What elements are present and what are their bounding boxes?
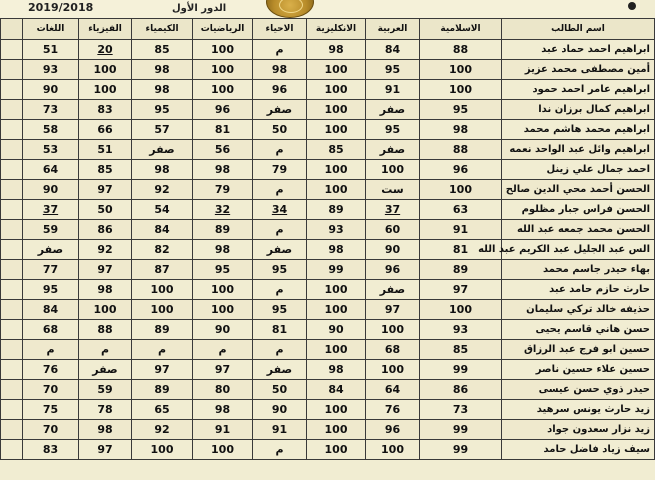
table-row	[1, 340, 655, 360]
grade-cell-math: 97	[193, 360, 253, 380]
grade-cell-math: 100	[193, 60, 253, 80]
grade-cell-biology: 98	[253, 60, 307, 80]
student-name-cell: سيف زياد فاضل حامد	[502, 440, 655, 460]
student-name-cell: حارث حازم حامد عبد	[502, 280, 655, 300]
table-cell-extra	[1, 220, 23, 240]
table-row	[1, 380, 655, 400]
grade-cell-physics: 100	[79, 60, 132, 80]
student-name-cell: حسن هاني قاسم يحيى	[502, 320, 655, 340]
table-row	[1, 240, 655, 260]
grade-cell-languages: م	[23, 340, 79, 360]
grade-cell-math: 81	[193, 120, 253, 140]
grade-cell-biology: 34	[253, 200, 307, 220]
grade-cell-languages: 51	[23, 40, 79, 60]
grade-cell-biology: م	[253, 340, 307, 360]
grade-cell-physics: 100	[79, 300, 132, 320]
grade-cell-biology: 90	[253, 400, 307, 420]
grade-cell-physics: 98	[79, 280, 132, 300]
table-row	[1, 260, 655, 280]
grade-cell-chemistry: 54	[132, 200, 193, 220]
grade-cell-arabic: 37	[366, 200, 420, 220]
grade-cell-chemistry: 97	[132, 360, 193, 380]
grade-cell-languages: 58	[23, 120, 79, 140]
grade-cell-chemistry: 89	[132, 380, 193, 400]
grade-cell-islamic: 99	[420, 360, 502, 380]
grade-cell-biology: صفر	[253, 240, 307, 260]
grade-cell-islamic: 85	[420, 340, 502, 360]
table-cell-extra	[1, 340, 23, 360]
grade-cell-chemistry: 98	[132, 60, 193, 80]
grade-cell-biology: م	[253, 140, 307, 160]
student-name-cell: حسين ابو فرج عبد الرزاق	[502, 340, 655, 360]
grade-cell-physics: 97	[79, 180, 132, 200]
grade-cell-physics: 100	[79, 80, 132, 100]
grade-cell-biology: صفر	[253, 360, 307, 380]
column-header-physics: الفيزياء	[79, 19, 132, 40]
grade-cell-arabic: 100	[366, 360, 420, 380]
grade-cell-math: 98	[193, 240, 253, 260]
student-name-cell: زيد حارث يونس سرهيد	[502, 400, 655, 420]
grade-cell-math: 32	[193, 200, 253, 220]
grade-cell-physics: 98	[79, 420, 132, 440]
table-row	[1, 100, 655, 120]
grade-cell-islamic: 91	[420, 220, 502, 240]
grade-cell-math: 56	[193, 140, 253, 160]
column-header-english: الانكليزية	[307, 19, 366, 40]
grade-cell-biology: م	[253, 40, 307, 60]
grade-cell-english: 89	[307, 200, 366, 220]
grade-cell-english: 100	[307, 60, 366, 80]
grade-cell-physics: 92	[79, 240, 132, 260]
grade-cell-biology: 81	[253, 320, 307, 340]
grade-cell-biology: م	[253, 220, 307, 240]
column-header-languages: اللغات	[23, 19, 79, 40]
grade-cell-math: 79	[193, 180, 253, 200]
grade-cell-english: 100	[307, 80, 366, 100]
grade-cell-arabic: 100	[366, 440, 420, 460]
grade-cell-english: 100	[307, 440, 366, 460]
grade-cell-islamic: 100	[420, 60, 502, 80]
grade-cell-chemistry: 89	[132, 320, 193, 340]
grade-cell-biology: 79	[253, 160, 307, 180]
grade-cell-biology: م	[253, 180, 307, 200]
student-name-cell: الحسن محمد جمعه عبد الله	[502, 220, 655, 240]
grade-cell-biology: م	[253, 440, 307, 460]
grade-cell-islamic: 81	[420, 240, 502, 260]
table-row	[1, 300, 655, 320]
student-name-cell: حسين علاء حسين ناصر	[502, 360, 655, 380]
table-cell-extra	[1, 420, 23, 440]
grade-cell-arabic: 60	[366, 220, 420, 240]
grades-table-body	[1, 40, 655, 460]
grade-cell-languages: 70	[23, 380, 79, 400]
grade-cell-arabic: 96	[366, 420, 420, 440]
grade-cell-languages: 90	[23, 180, 79, 200]
table-row	[1, 120, 655, 140]
grade-cell-math: 100	[193, 40, 253, 60]
grade-cell-math: 96	[193, 100, 253, 120]
grade-cell-languages: 95	[23, 280, 79, 300]
table-row	[1, 180, 655, 200]
table-cell-extra	[1, 400, 23, 420]
grade-cell-languages: 70	[23, 420, 79, 440]
grade-cell-physics: 59	[79, 380, 132, 400]
student-name-cell: ابراهيم محمد هاشم محمد	[502, 120, 655, 140]
grade-cell-arabic: 64	[366, 380, 420, 400]
table-row	[1, 80, 655, 100]
grade-cell-languages: 68	[23, 320, 79, 340]
table-row	[1, 140, 655, 160]
table-cell-extra	[1, 320, 23, 340]
table-row	[1, 440, 655, 460]
student-name-cell: أمين مصطفى محمد عزيز	[502, 60, 655, 80]
grade-cell-arabic: 100	[366, 160, 420, 180]
table-cell-extra	[1, 200, 23, 220]
grade-cell-arabic: 95	[366, 60, 420, 80]
grade-cell-english: 85	[307, 140, 366, 160]
grade-cell-islamic: 88	[420, 140, 502, 160]
table-cell-extra	[1, 280, 23, 300]
grade-cell-languages: 83	[23, 440, 79, 460]
grade-cell-chemistry: 85	[132, 40, 193, 60]
grade-cell-english: 98	[307, 240, 366, 260]
table-row	[1, 220, 655, 240]
column-header-extra	[1, 19, 23, 40]
grade-cell-arabic: 95	[366, 120, 420, 140]
grade-cell-languages: 76	[23, 360, 79, 380]
grade-cell-physics: 51	[79, 140, 132, 160]
table-cell-extra	[1, 160, 23, 180]
grade-cell-arabic: 68	[366, 340, 420, 360]
grade-cell-islamic: 86	[420, 380, 502, 400]
table-cell-extra	[1, 300, 23, 320]
grade-cell-english: 100	[307, 400, 366, 420]
grade-cell-math: 91	[193, 420, 253, 440]
academic-year: 2019/2018	[28, 1, 94, 14]
table-cell-extra	[1, 440, 23, 460]
grade-cell-languages: 64	[23, 160, 79, 180]
table-cell-extra	[1, 80, 23, 100]
column-header-islamic: الاسلامية	[420, 19, 502, 40]
grade-cell-islamic: 99	[420, 440, 502, 460]
grade-cell-chemistry: 92	[132, 420, 193, 440]
grade-cell-english: 98	[307, 40, 366, 60]
grade-cell-arabic: صفر	[366, 280, 420, 300]
grade-cell-islamic: 100	[420, 300, 502, 320]
grade-cell-english: 84	[307, 380, 366, 400]
grade-cell-islamic: 98	[420, 120, 502, 140]
student-name-cell: حذيفه خالد تركي سليمان	[502, 300, 655, 320]
grade-cell-math: 98	[193, 160, 253, 180]
grade-cell-languages: 53	[23, 140, 79, 160]
grade-cell-islamic: 63	[420, 200, 502, 220]
grade-cell-biology: 95	[253, 300, 307, 320]
grade-cell-chemistry: 82	[132, 240, 193, 260]
corner-mark	[628, 2, 636, 10]
grade-cell-biology: 91	[253, 420, 307, 440]
grade-cell-islamic: 100	[420, 80, 502, 100]
table-row	[1, 360, 655, 380]
grade-cell-english: 100	[307, 180, 366, 200]
grade-cell-english: 100	[307, 340, 366, 360]
grade-cell-physics: 97	[79, 440, 132, 460]
table-row	[1, 400, 655, 420]
grades-table	[0, 18, 655, 460]
table-cell-extra	[1, 180, 23, 200]
column-header-arabic: العربية	[366, 19, 420, 40]
grade-cell-arabic: 91	[366, 80, 420, 100]
grade-cell-physics: 83	[79, 100, 132, 120]
table-header-row	[1, 19, 655, 40]
grade-cell-physics: م	[79, 340, 132, 360]
grade-cell-arabic: 84	[366, 40, 420, 60]
ministry-seal-icon	[266, 0, 314, 18]
grade-cell-math: 100	[193, 80, 253, 100]
grade-cell-math: م	[193, 340, 253, 360]
grade-cell-physics: 97	[79, 260, 132, 280]
grade-cell-math: 100	[193, 300, 253, 320]
grade-cell-physics: 50	[79, 200, 132, 220]
grade-cell-english: 90	[307, 320, 366, 340]
grade-cell-english: 100	[307, 160, 366, 180]
grade-cell-english: 100	[307, 280, 366, 300]
grade-cell-chemistry: 100	[132, 300, 193, 320]
grade-cell-islamic: 88	[420, 40, 502, 60]
grade-cell-arabic: 90	[366, 240, 420, 260]
grade-cell-languages: 90	[23, 80, 79, 100]
column-header-student-name: اسم الطالب	[502, 19, 655, 40]
grade-cell-math: 95	[193, 260, 253, 280]
student-name-cell: الحسن فراس جبار مظلوم	[502, 200, 655, 220]
grade-cell-languages: 84	[23, 300, 79, 320]
exam-round-label: الدور الأول	[172, 3, 227, 14]
grade-cell-biology: 95	[253, 260, 307, 280]
grade-cell-arabic: صفر	[366, 140, 420, 160]
grade-cell-islamic: 97	[420, 280, 502, 300]
grade-cell-math: 80	[193, 380, 253, 400]
grade-cell-languages: 37	[23, 200, 79, 220]
grade-cell-arabic: ست	[366, 180, 420, 200]
student-name-cell: ابراهيم كمال برزان ندا	[502, 100, 655, 120]
student-name-cell: ابراهيم عامر احمد حمود	[502, 80, 655, 100]
grade-cell-chemistry: 92	[132, 180, 193, 200]
table-cell-extra	[1, 380, 23, 400]
grade-cell-english: 99	[307, 260, 366, 280]
grade-cell-chemistry: م	[132, 340, 193, 360]
grade-cell-math: 100	[193, 440, 253, 460]
column-header-biology: الاحياء	[253, 19, 307, 40]
grade-cell-physics: 86	[79, 220, 132, 240]
grade-cell-english: 93	[307, 220, 366, 240]
grade-cell-physics: 78	[79, 400, 132, 420]
grade-cell-biology: 50	[253, 120, 307, 140]
table-cell-extra	[1, 60, 23, 80]
grade-cell-chemistry: 95	[132, 100, 193, 120]
grade-cell-chemistry: 57	[132, 120, 193, 140]
grade-cell-chemistry: 100	[132, 280, 193, 300]
grade-cell-islamic: 96	[420, 160, 502, 180]
student-name-cell: الس عبد الجليل عبد الكريم عبد الله	[502, 240, 655, 260]
grade-cell-arabic: 76	[366, 400, 420, 420]
grade-cell-islamic: 73	[420, 400, 502, 420]
grade-cell-math: 100	[193, 280, 253, 300]
column-header-math: الرياضيات	[193, 19, 253, 40]
grade-cell-physics: 85	[79, 160, 132, 180]
grade-cell-arabic: صفر	[366, 100, 420, 120]
grade-cell-english: 100	[307, 100, 366, 120]
student-name-cell: زيد نزار سعدون جواد	[502, 420, 655, 440]
student-name-cell: حيدر ذوي حسن عيسى	[502, 380, 655, 400]
grade-cell-languages: 73	[23, 100, 79, 120]
grade-cell-chemistry: 84	[132, 220, 193, 240]
grade-cell-languages: صفر	[23, 240, 79, 260]
grade-cell-physics: صفر	[79, 360, 132, 380]
grade-cell-math: 90	[193, 320, 253, 340]
grade-cell-chemistry: 65	[132, 400, 193, 420]
grade-cell-chemistry: 87	[132, 260, 193, 280]
document-header	[0, 0, 640, 20]
column-header-chemistry: الكيمياء	[132, 19, 193, 40]
grade-cell-english: 98	[307, 360, 366, 380]
grade-cell-arabic: 100	[366, 320, 420, 340]
grade-cell-biology: 96	[253, 80, 307, 100]
grade-cell-math: 98	[193, 400, 253, 420]
grade-cell-languages: 77	[23, 260, 79, 280]
grade-cell-biology: م	[253, 280, 307, 300]
table-cell-extra	[1, 140, 23, 160]
grade-cell-biology: 50	[253, 380, 307, 400]
grade-cell-chemistry: 98	[132, 80, 193, 100]
grade-cell-physics: 20	[79, 40, 132, 60]
table-cell-extra	[1, 240, 23, 260]
grade-cell-languages: 75	[23, 400, 79, 420]
grade-cell-biology: صفر	[253, 100, 307, 120]
table-row	[1, 320, 655, 340]
table-cell-extra	[1, 120, 23, 140]
grade-cell-islamic: 89	[420, 260, 502, 280]
table-cell-extra	[1, 360, 23, 380]
grade-cell-english: 100	[307, 120, 366, 140]
student-name-cell: الحسن أحمد محي الدين صالح	[502, 180, 655, 200]
grade-cell-islamic: 100	[420, 180, 502, 200]
grade-cell-islamic: 99	[420, 420, 502, 440]
table-cell-extra	[1, 40, 23, 60]
grade-cell-islamic: 95	[420, 100, 502, 120]
grade-cell-languages: 59	[23, 220, 79, 240]
table-row	[1, 60, 655, 80]
student-name-cell: احمد جمال علي زينل	[502, 160, 655, 180]
grade-cell-english: 100	[307, 420, 366, 440]
grade-cell-chemistry: 98	[132, 160, 193, 180]
grade-cell-languages: 93	[23, 60, 79, 80]
table-row	[1, 420, 655, 440]
grade-cell-islamic: 93	[420, 320, 502, 340]
table-cell-extra	[1, 260, 23, 280]
table-row	[1, 280, 655, 300]
grade-cell-math: 89	[193, 220, 253, 240]
table-row	[1, 40, 655, 60]
grade-cell-chemistry: 100	[132, 440, 193, 460]
grade-cell-physics: 66	[79, 120, 132, 140]
grade-cell-arabic: 96	[366, 260, 420, 280]
student-name-cell: بهاء حيدر جاسم محمد	[502, 260, 655, 280]
grade-cell-english: 100	[307, 300, 366, 320]
grade-cell-chemistry: صفر	[132, 140, 193, 160]
student-name-cell: ابراهيم وائل عبد الواحد نعمه	[502, 140, 655, 160]
student-name-cell: ابراهيم احمد حماد عبد	[502, 40, 655, 60]
grade-cell-physics: 88	[79, 320, 132, 340]
grade-cell-arabic: 97	[366, 300, 420, 320]
table-cell-extra	[1, 100, 23, 120]
table-row	[1, 160, 655, 180]
table-row	[1, 200, 655, 220]
